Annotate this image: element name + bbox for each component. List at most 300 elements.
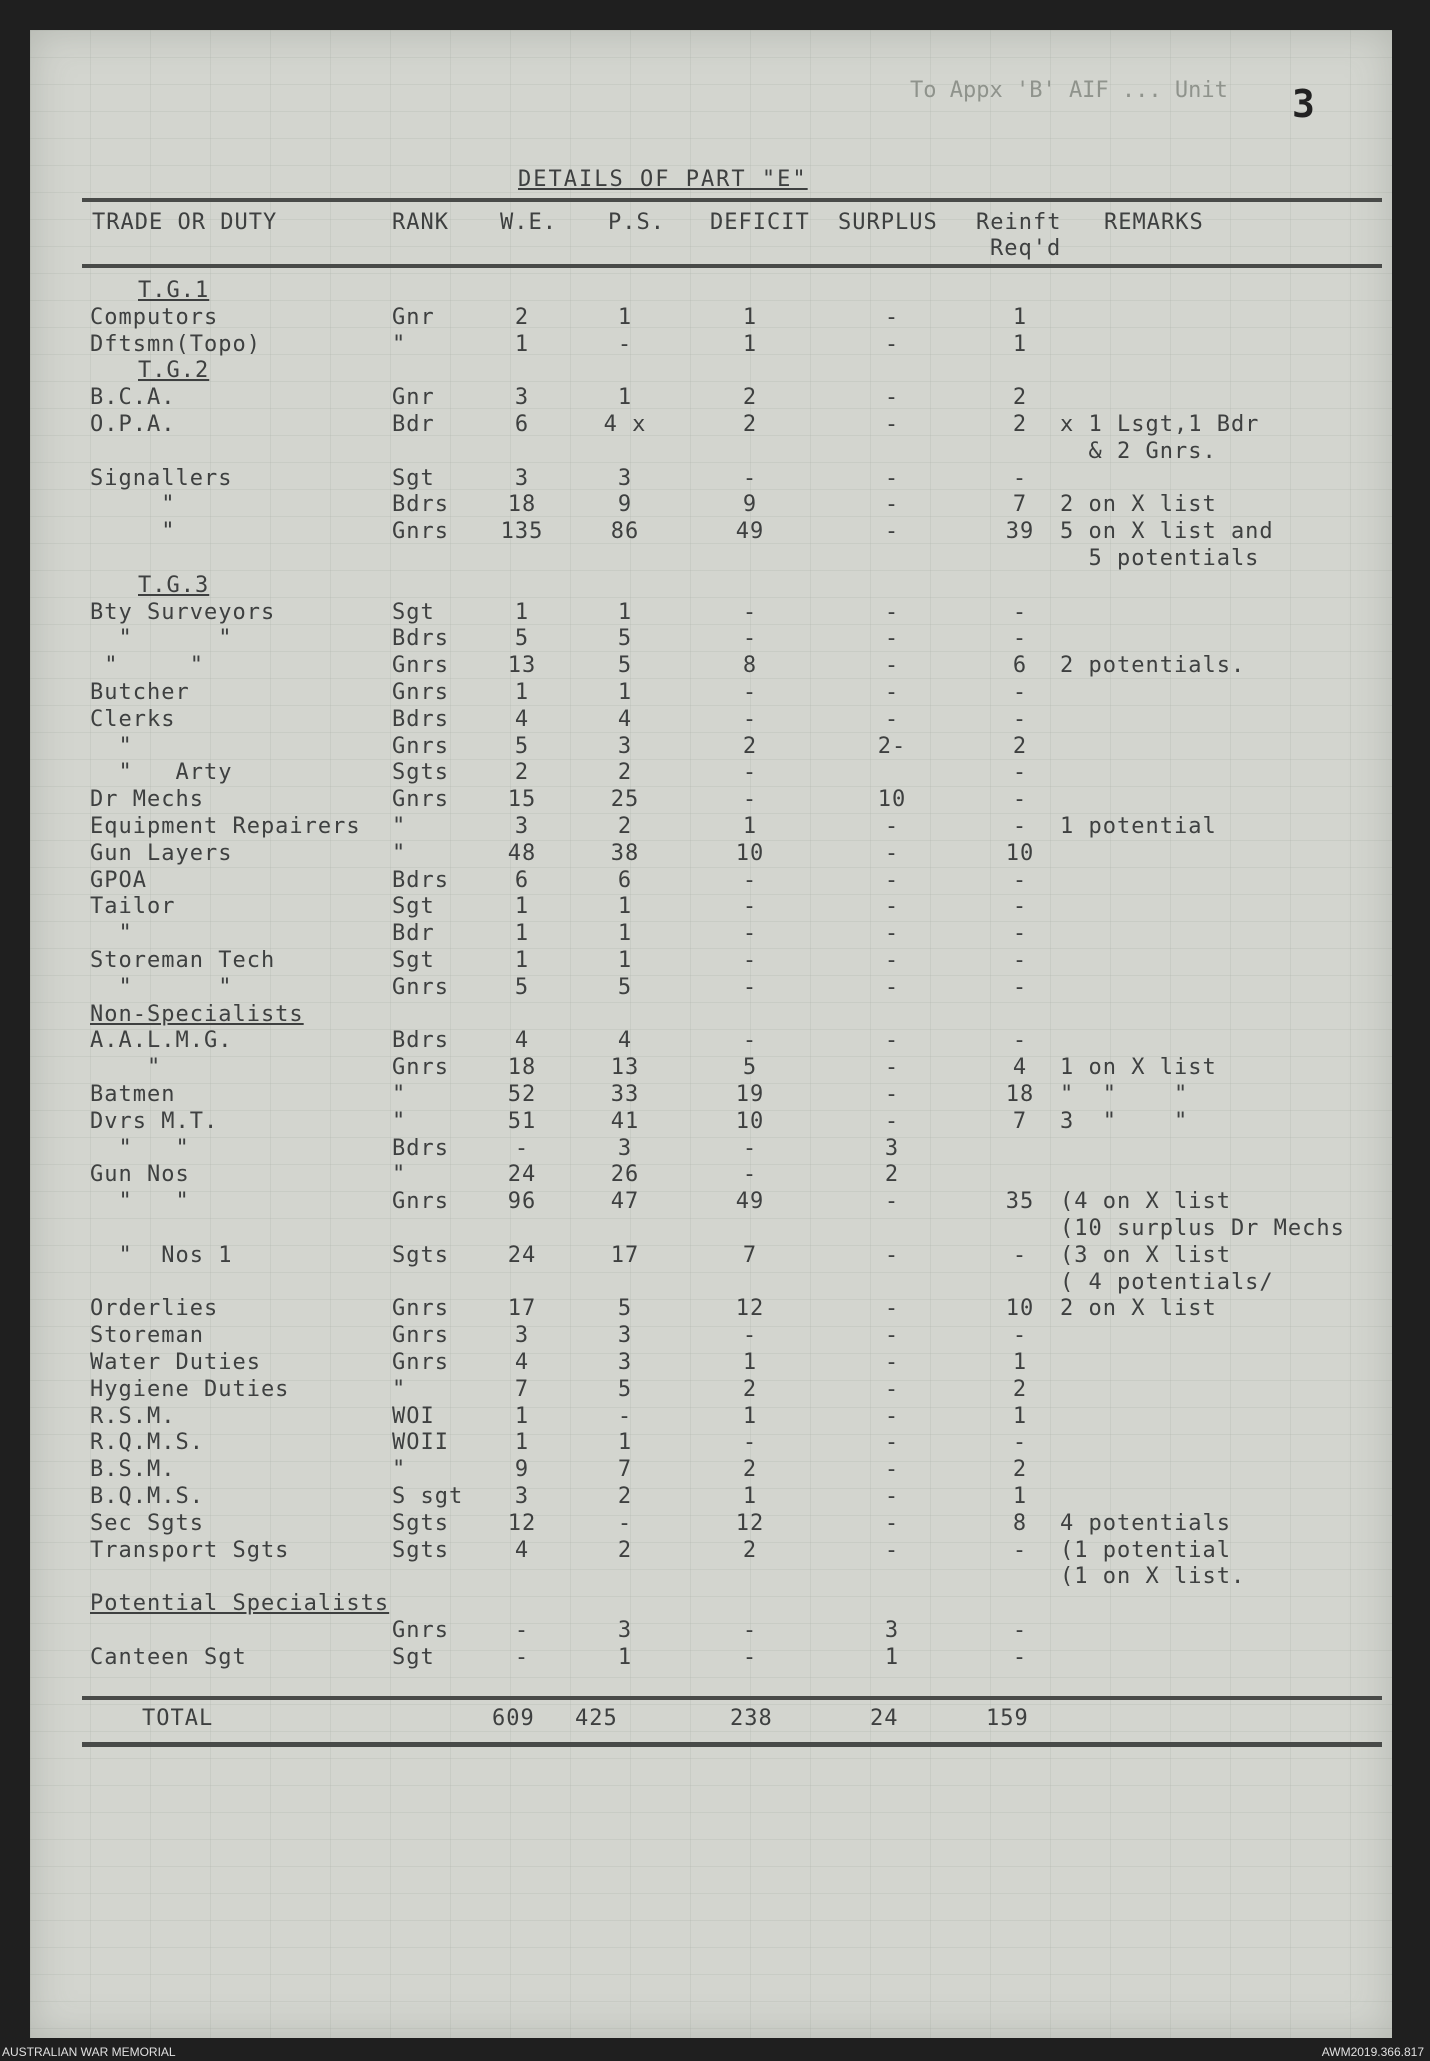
cell-surplus: - — [884, 867, 900, 893]
cell-trade: " " — [90, 653, 204, 679]
cell-reinft: - — [1012, 760, 1028, 786]
cell-trade: Storeman — [90, 1323, 204, 1349]
cell-ps: 3 — [617, 1350, 633, 1375]
cell-deficit: 1 — [742, 814, 758, 839]
cell-deficit: 10 — [735, 840, 765, 866]
cell-remarks: 4 potentials — [1060, 1510, 1231, 1536]
cell-surplus: - — [884, 1484, 900, 1509]
cell-we: 6 — [514, 412, 530, 437]
cell-we: 1 — [514, 948, 530, 973]
cell-we: 1 — [514, 1403, 530, 1429]
cell-rank: Sgt — [392, 599, 435, 625]
cell-trade: Canteen Sgt — [90, 1644, 247, 1670]
cell-ps: 3 — [617, 465, 633, 491]
cell-deficit: 2 — [742, 733, 758, 759]
cell-deficit: 49 — [735, 519, 765, 545]
cell-ps: 5 — [617, 626, 633, 652]
cell-ps: 25 — [610, 787, 640, 813]
cell-reinft: - — [1012, 814, 1028, 839]
cell-deficit: - — [742, 948, 758, 973]
cell-we: 18 — [507, 1055, 537, 1081]
total-label: TOTAL — [142, 1706, 214, 1731]
cell-remarks: " " " — [1060, 1082, 1189, 1107]
cell-trade: T.G.1 — [138, 278, 210, 303]
cell-we: 52 — [507, 1082, 537, 1107]
cell-ps: 1 — [617, 680, 633, 705]
cell-reinft: - — [1012, 626, 1028, 652]
cell-reinft: 1 — [1012, 304, 1028, 330]
cell-rank: " — [392, 840, 407, 866]
cell-surplus: - — [884, 1189, 900, 1215]
cell-trade: " — [90, 733, 133, 759]
cell-deficit: 5 — [742, 1055, 758, 1081]
cell-reinft: - — [1012, 974, 1028, 1000]
header-reinft-2: Req'd — [990, 236, 1062, 261]
cell-ps: 38 — [610, 840, 640, 866]
cell-ps: 86 — [610, 519, 640, 545]
cell-rank: " — [392, 331, 407, 357]
cell-deficit: - — [742, 1430, 758, 1456]
cell-remarks: 5 on X list and — [1060, 519, 1274, 545]
cell-trade: Dftsmn(Topo) — [90, 331, 261, 357]
cell-surplus: - — [884, 921, 900, 947]
cell-rank: Sgt — [392, 465, 435, 491]
cell-ps: 2 — [617, 814, 633, 839]
cell-reinft: - — [1012, 706, 1028, 732]
cell-we: 3 — [514, 465, 530, 491]
cell-ps: 3 — [617, 1135, 633, 1161]
cell-reinft: 6 — [1012, 653, 1028, 679]
cell-ps: 2 — [617, 1484, 633, 1509]
header-rank: RANK — [392, 210, 449, 235]
cell-rank: S sgt — [392, 1484, 464, 1509]
cell-reinft: - — [1012, 680, 1028, 705]
cell-remarks: (4 on X list — [1060, 1189, 1231, 1215]
cell-deficit: - — [742, 1028, 758, 1054]
cell-surplus: 3 — [884, 1618, 900, 1643]
cell-we: 17 — [507, 1296, 537, 1322]
cell-rank: Gnr — [392, 385, 435, 411]
cell-deficit: 7 — [742, 1242, 758, 1268]
cell-ps: 5 — [617, 653, 633, 679]
cell-surplus: 10 — [877, 787, 907, 813]
cell-reinft: - — [1012, 894, 1028, 920]
cell-reinft: 2 — [1012, 412, 1028, 437]
cell-surplus: - — [884, 465, 900, 491]
total-ps: 425 — [575, 1706, 618, 1731]
cell-deficit: - — [742, 760, 758, 786]
cell-trade: Hygiene Duties — [90, 1376, 290, 1402]
cell-rank: Gnrs — [392, 1189, 449, 1215]
cell-we: 4 — [514, 1028, 530, 1054]
cell-rank: Bdrs — [392, 1135, 449, 1161]
cell-trade: R.S.M. — [90, 1403, 176, 1429]
cell-deficit: - — [742, 1162, 758, 1188]
cell-reinft: 2 — [1012, 1457, 1028, 1483]
cell-we: 1 — [514, 599, 530, 625]
cell-ps: 26 — [610, 1162, 640, 1188]
cell-surplus: - — [884, 1028, 900, 1054]
cell-ps: 1 — [617, 1430, 633, 1456]
cell-remarks: ( 4 potentials/ — [1060, 1269, 1274, 1295]
cell-ps: 1 — [617, 1644, 633, 1670]
header-reinft: Reinft — [976, 210, 1062, 235]
cell-reinft: 2 — [1012, 385, 1028, 411]
footer-institution: AUSTRALIAN WAR MEMORIAL — [2, 2045, 176, 2059]
cell-we: 5 — [514, 974, 530, 1000]
cell-trade: Sec Sgts — [90, 1510, 204, 1536]
cell-trade: Water Duties — [90, 1350, 261, 1375]
cell-reinft: 4 — [1012, 1055, 1028, 1081]
cell-trade: A.A.L.M.G. — [90, 1028, 233, 1054]
cell-reinft: - — [1012, 465, 1028, 491]
cell-deficit: - — [742, 680, 758, 705]
cell-rank: Gnrs — [392, 1350, 449, 1375]
cell-ps: 1 — [617, 894, 633, 920]
header-ps: P.S. — [608, 210, 665, 235]
cell-trade: GPOA — [90, 867, 147, 893]
cell-rank: " — [392, 1376, 407, 1402]
cell-rank: Bdr — [392, 921, 435, 947]
cell-surplus: - — [884, 1457, 900, 1483]
footer-accession-number: AWM2019.366.817 — [1321, 2045, 1424, 2059]
cell-surplus: - — [884, 1376, 900, 1402]
cell-trade: Potential Specialists — [90, 1591, 390, 1617]
cell-rank: Sgts — [392, 1537, 449, 1563]
cell-rank: Gnrs — [392, 1055, 449, 1081]
cell-trade: Signallers — [90, 465, 233, 491]
cell-trade: " " — [90, 974, 233, 1000]
cell-remarks: 2 on X list — [1060, 1296, 1217, 1322]
cell-remarks: (10 surplus Dr Mechs — [1060, 1216, 1345, 1241]
cell-we: 15 — [507, 787, 537, 813]
cell-deficit: 2 — [742, 1376, 758, 1402]
cell-reinft: - — [1012, 1618, 1028, 1643]
cell-surplus: - — [884, 519, 900, 545]
cell-we: 4 — [514, 1350, 530, 1375]
header-trade: TRADE OR DUTY — [92, 210, 278, 235]
cell-trade: Bty Surveyors — [90, 599, 276, 625]
cell-deficit: - — [742, 1618, 758, 1643]
cell-deficit: 19 — [735, 1082, 765, 1107]
cell-we: - — [514, 1644, 530, 1670]
cell-reinft: 2 — [1012, 1376, 1028, 1402]
cell-ps: 1 — [617, 599, 633, 625]
cell-reinft: 18 — [1005, 1082, 1035, 1107]
header-bottom-rule — [82, 264, 1382, 268]
header-top-rule — [82, 198, 1382, 202]
total-reinft: 159 — [986, 1706, 1029, 1731]
cell-surplus: 2 — [884, 1162, 900, 1188]
cell-trade: Tailor — [90, 894, 176, 920]
cell-remarks: 3 " " — [1060, 1108, 1189, 1134]
cell-reinft: - — [1012, 1430, 1028, 1456]
cell-deficit: 8 — [742, 653, 758, 679]
cell-reinft: 1 — [1012, 1403, 1028, 1429]
cell-rank: " — [392, 814, 407, 839]
cell-deficit: 1 — [742, 331, 758, 357]
cell-deficit: 2 — [742, 385, 758, 411]
total-we: 609 — [492, 1706, 535, 1731]
cell-remarks: 2 potentials. — [1060, 653, 1246, 679]
cell-rank: Bdrs — [392, 492, 449, 518]
cell-remarks: 5 potentials — [1060, 546, 1260, 571]
cell-surplus: - — [884, 1242, 900, 1268]
cell-we: - — [514, 1135, 530, 1161]
cell-ps: 33 — [610, 1082, 640, 1107]
cell-remarks: 1 on X list — [1060, 1055, 1217, 1081]
cell-ps: 5 — [617, 1376, 633, 1402]
cell-surplus: - — [884, 1055, 900, 1081]
cell-reinft: 10 — [1005, 1296, 1035, 1322]
cell-rank: Bdr — [392, 412, 435, 437]
cell-rank: Gnrs — [392, 1323, 449, 1349]
cell-ps: 41 — [610, 1108, 640, 1134]
cell-reinft: 10 — [1005, 840, 1035, 866]
cell-rank: Gnrs — [392, 1618, 449, 1643]
cell-we: 96 — [507, 1189, 537, 1215]
cell-reinft: 8 — [1012, 1510, 1028, 1536]
cell-surplus: 3 — [884, 1135, 900, 1161]
cell-deficit: 12 — [735, 1296, 765, 1322]
cell-surplus: - — [884, 1108, 900, 1134]
cell-ps: 4 — [617, 1028, 633, 1054]
cell-trade: " " — [90, 1189, 190, 1215]
cell-surplus: - — [884, 948, 900, 973]
cell-rank: " — [392, 1108, 407, 1134]
cell-surplus: - — [884, 331, 900, 357]
cell-ps: 2 — [617, 1537, 633, 1563]
cell-trade: R.Q.M.S. — [90, 1430, 204, 1456]
cell-surplus: - — [884, 814, 900, 839]
cell-ps: 47 — [610, 1189, 640, 1215]
cell-we: 1 — [514, 331, 530, 357]
cell-deficit: 1 — [742, 304, 758, 330]
cell-rank: Gnrs — [392, 733, 449, 759]
cell-we: 3 — [514, 1484, 530, 1509]
cell-trade: O.P.A. — [90, 412, 176, 437]
cell-we: 3 — [514, 814, 530, 839]
cell-we: 4 — [514, 706, 530, 732]
cell-deficit: - — [742, 706, 758, 732]
cell-we: 1 — [514, 680, 530, 705]
cell-rank: Sgt — [392, 948, 435, 973]
cell-deficit: 2 — [742, 412, 758, 437]
cell-deficit: - — [742, 1135, 758, 1161]
cell-reinft: - — [1012, 599, 1028, 625]
cell-trade: Non-Specialists — [90, 1001, 304, 1027]
cell-ps: - — [617, 1510, 633, 1536]
cell-trade: " Nos 1 — [90, 1242, 233, 1268]
cell-we: 18 — [507, 492, 537, 518]
cell-deficit: - — [742, 974, 758, 1000]
cell-reinft: 2 — [1012, 733, 1028, 759]
cell-ps: - — [617, 1403, 633, 1429]
cell-reinft: - — [1012, 1028, 1028, 1054]
cell-we: 4 — [514, 1537, 530, 1563]
cell-surplus: - — [884, 706, 900, 732]
cell-reinft: - — [1012, 948, 1028, 973]
cell-trade: B.Q.M.S. — [90, 1484, 204, 1509]
cell-trade: Storeman Tech — [90, 948, 276, 973]
cell-surplus: - — [884, 1082, 900, 1107]
cell-we: 51 — [507, 1108, 537, 1134]
cell-surplus: - — [884, 1323, 900, 1349]
cell-deficit: 1 — [742, 1403, 758, 1429]
cell-reinft: 1 — [1012, 1350, 1028, 1375]
cell-ps: 9 — [617, 492, 633, 518]
cell-rank: Gnr — [392, 304, 435, 330]
cell-reinft: - — [1012, 1242, 1028, 1268]
cell-trade: " — [90, 1055, 162, 1081]
cell-surplus: - — [884, 1350, 900, 1375]
cell-remarks: (1 potential — [1060, 1537, 1231, 1563]
cell-surplus: - — [884, 1430, 900, 1456]
cell-we: 1 — [514, 894, 530, 920]
cell-ps: 3 — [617, 733, 633, 759]
cell-reinft: 39 — [1005, 519, 1035, 545]
cell-trade: " — [90, 492, 176, 518]
cell-surplus: - — [884, 385, 900, 411]
cell-rank: Gnrs — [392, 1296, 449, 1322]
cell-trade: " Arty — [90, 760, 233, 786]
cell-rank: Gnrs — [392, 680, 449, 705]
header-remarks: REMARKS — [1104, 210, 1204, 235]
cell-ps: 1 — [617, 948, 633, 973]
cell-surplus: - — [884, 974, 900, 1000]
cell-deficit: - — [742, 921, 758, 947]
cell-ps: - — [617, 331, 633, 357]
total-bottom-rule — [82, 1742, 1382, 1747]
faint-bleed-through-text: To Appx 'B' AIF ... Unit — [910, 78, 1228, 103]
cell-reinft: - — [1012, 1644, 1028, 1670]
cell-rank: Bdrs — [392, 1028, 449, 1054]
cell-rank: Sgts — [392, 1510, 449, 1536]
cell-deficit: 1 — [742, 1350, 758, 1375]
cell-ps: 5 — [617, 974, 633, 1000]
cell-trade: B.C.A. — [90, 385, 176, 411]
total-surplus: 24 — [870, 1706, 899, 1731]
cell-trade: " — [90, 921, 133, 947]
cell-we: 6 — [514, 867, 530, 893]
cell-we: 135 — [500, 519, 544, 545]
cell-trade: T.G.3 — [138, 572, 210, 598]
header-surplus: SURPLUS — [838, 210, 938, 235]
cell-surplus: - — [884, 626, 900, 652]
cell-reinft: 1 — [1012, 331, 1028, 357]
cell-rank: Gnrs — [392, 974, 449, 1000]
cell-ps: 3 — [617, 1323, 633, 1349]
cell-reinft: - — [1012, 1537, 1028, 1563]
cell-surplus: - — [884, 1403, 900, 1429]
cell-we: 12 — [507, 1510, 537, 1536]
cell-rank: Gnrs — [392, 519, 449, 545]
header-we: W.E. — [500, 210, 557, 235]
cell-ps: 6 — [617, 867, 633, 893]
cell-we: 7 — [514, 1376, 530, 1402]
cell-we: 13 — [507, 653, 537, 679]
cell-deficit: - — [742, 1323, 758, 1349]
cell-ps: 1 — [617, 304, 633, 330]
cell-ps: 4 x — [603, 412, 647, 437]
cell-trade: T.G.2 — [138, 358, 210, 384]
cell-deficit: 2 — [742, 1537, 758, 1563]
total-top-rule — [82, 1696, 1382, 1700]
cell-ps: 3 — [617, 1618, 633, 1643]
cell-rank: Sgts — [392, 1242, 449, 1268]
cell-ps: 4 — [617, 706, 633, 732]
cell-surplus: - — [884, 1510, 900, 1536]
cell-trade: Gun Layers — [90, 840, 233, 866]
page-number-mark: 3 — [1292, 82, 1315, 126]
cell-deficit: - — [742, 867, 758, 893]
cell-rank: WOII — [392, 1430, 449, 1456]
cell-we: 24 — [507, 1242, 537, 1268]
cell-rank: Bdrs — [392, 867, 449, 893]
cell-we: 24 — [507, 1162, 537, 1188]
cell-surplus: - — [884, 894, 900, 920]
cell-trade: B.S.M. — [90, 1457, 176, 1483]
cell-deficit: 49 — [735, 1189, 765, 1215]
cell-rank: WOI — [392, 1403, 435, 1429]
cell-remarks: (3 on X list — [1060, 1242, 1231, 1268]
cell-surplus: - — [884, 412, 900, 437]
cell-we: 1 — [514, 921, 530, 947]
cell-reinft: - — [1012, 921, 1028, 947]
cell-surplus: 1 — [884, 1644, 900, 1670]
cell-reinft: - — [1012, 787, 1028, 813]
cell-we: 2 — [514, 304, 530, 330]
cell-ps: 17 — [610, 1242, 640, 1268]
cell-trade: Transport Sgts — [90, 1537, 290, 1563]
document-title: DETAILS OF PART "E" — [518, 167, 808, 192]
cell-surplus: - — [884, 1296, 900, 1322]
cell-rank: Gnrs — [392, 653, 449, 679]
cell-deficit: - — [742, 599, 758, 625]
cell-we: 9 — [514, 1457, 530, 1483]
cell-trade: Dr Mechs — [90, 787, 204, 813]
cell-we: 5 — [514, 733, 530, 759]
cell-reinft: 1 — [1012, 1484, 1028, 1509]
cell-remarks: (1 on X list. — [1060, 1564, 1246, 1590]
cell-rank: Sgt — [392, 894, 435, 920]
cell-surplus: - — [884, 840, 900, 866]
cell-ps: 1 — [617, 921, 633, 947]
cell-reinft: 7 — [1012, 492, 1028, 518]
cell-trade: Computors — [90, 304, 219, 330]
cell-surplus: 2- — [877, 733, 907, 759]
cell-rank: Bdrs — [392, 626, 449, 652]
cell-deficit: - — [742, 626, 758, 652]
cell-we: 3 — [514, 385, 530, 411]
cell-trade: Orderlies — [90, 1296, 219, 1322]
document-page — [30, 30, 1392, 2038]
cell-remarks: & 2 Gnrs. — [1060, 438, 1217, 464]
cell-deficit: 1 — [742, 1484, 758, 1509]
cell-surplus: - — [884, 680, 900, 705]
cell-trade: " — [90, 519, 176, 545]
cell-trade: Dvrs M.T. — [90, 1108, 219, 1134]
cell-deficit: - — [742, 894, 758, 920]
cell-surplus: - — [884, 492, 900, 518]
cell-trade: " " — [90, 626, 233, 652]
cell-reinft: 7 — [1012, 1108, 1028, 1134]
cell-we: - — [514, 1618, 530, 1643]
cell-ps: 2 — [617, 760, 633, 786]
cell-trade: Gun Nos — [90, 1162, 190, 1188]
cell-remarks: 1 potential — [1060, 814, 1217, 839]
cell-ps: 1 — [617, 385, 633, 411]
